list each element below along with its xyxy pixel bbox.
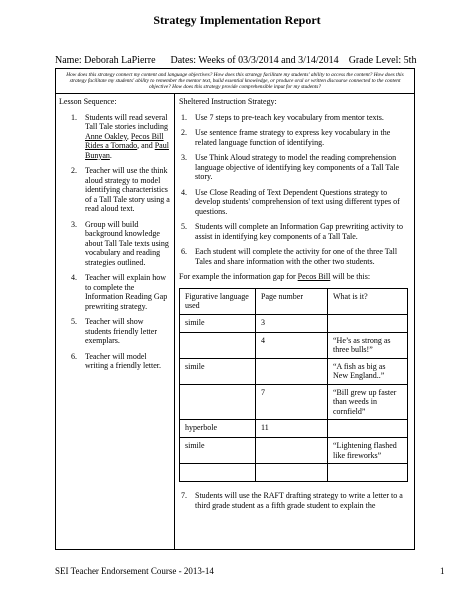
table-row	[180, 384, 408, 420]
table-row	[180, 438, 408, 464]
example-intro	[179, 272, 411, 282]
story-title-paul-bunyan: Paul Bunyan	[85, 141, 169, 160]
strategy-item	[179, 153, 411, 182]
strategy-item-text: Use 7 steps to pre-teach key vocabulary from mentor texts.	[195, 112, 384, 122]
table-row	[180, 332, 408, 358]
table-cell	[256, 438, 328, 464]
page-number: 1	[440, 566, 445, 576]
table-cell	[328, 464, 408, 482]
table-cell	[256, 358, 328, 384]
table-cell	[328, 314, 408, 332]
strategy-item	[179, 188, 411, 217]
lesson-item	[59, 113, 171, 161]
separator: ,	[126, 131, 131, 141]
lesson-sequence-heading: Lesson Sequence:	[59, 97, 117, 106]
table-cell: 11	[256, 420, 328, 438]
name-value: Deborah LaPierre	[84, 55, 156, 66]
lesson-item-number: 5.	[71, 317, 77, 326]
lesson-item-number: 2.	[71, 166, 77, 175]
table-cell: simile	[180, 314, 256, 332]
table-cell	[180, 384, 256, 420]
sheltered-strategy-list	[179, 113, 411, 267]
lesson-item-text: Teacher will model writing a friendly letter.	[85, 351, 161, 370]
table-row	[180, 358, 408, 384]
table-cell: simile	[180, 438, 256, 464]
table-cell: hyperbole	[180, 420, 256, 438]
table-cell	[180, 464, 256, 482]
report-header	[55, 55, 455, 66]
lesson-item-text: Students will read several Tall Tale stories including	[85, 112, 168, 131]
table-header-row	[180, 288, 408, 314]
table-cell: “A fish as big as New England..”	[328, 358, 408, 384]
strategy-item-number: 3.	[181, 153, 187, 162]
name-label: Name:	[55, 55, 82, 66]
strategy-item-text: Use Close Reading of Text Dependent Questions strategy to develop students' comprehension of text using different types of questions.	[195, 187, 400, 216]
table-cell: 3	[256, 314, 328, 332]
lesson-sequence-column	[59, 97, 171, 377]
story-title-pecos-bill: Pecos Bill Rides a Tornado	[85, 131, 164, 150]
strategy-item	[179, 222, 411, 241]
strategy-item-number: 4.	[181, 187, 187, 197]
header-cell: What is it?	[328, 288, 408, 314]
sheltered-strategy-list-continued	[179, 491, 411, 510]
lesson-item-number: 3.	[71, 219, 77, 229]
header-cell: Page number	[256, 288, 328, 314]
table-cell	[180, 332, 256, 358]
sheltered-strategy-heading: Sheltered Instruction Strategy:	[179, 97, 277, 106]
strategy-item-number: 5.	[181, 222, 187, 231]
table-cell	[256, 464, 328, 482]
lesson-item-text: Teacher will use the think aloud strategy to model identifying characteristics of a Tall Tale story using a read aloud text.	[85, 166, 170, 213]
strategy-item-text: Use sentence frame strategy to express key vocabulary in the related language function of identifying.	[195, 128, 391, 147]
lesson-item	[59, 273, 171, 311]
lesson-item-number: 4.	[71, 273, 77, 282]
strategy-item-text: Students will use the RAFT drafting strategy to write a letter to a third grade student as a fifth grade student to explain the	[195, 491, 403, 510]
separator: , and	[137, 141, 155, 150]
lesson-item-text: Group will build background knowledge about Tall Tale texts using vocabulary and reading strategies outlined.	[85, 219, 169, 267]
dates-value: 03/3/2014 and 3/14/2014	[238, 55, 339, 66]
strategy-item	[179, 128, 411, 147]
strategy-item	[179, 247, 411, 266]
grade-label: Grade Level:	[348, 55, 402, 66]
strategy-item	[179, 113, 411, 123]
table-cell: “Bill grew up faster than weeds in cornfield”	[328, 384, 408, 420]
footer-course: SEI Teacher Endorsement Course - 2013-14	[55, 566, 214, 576]
strategy-item	[179, 491, 411, 510]
table-row	[180, 420, 408, 438]
strategy-item-text: Students will complete an Information Gap prewriting activity to assist in identifying key components of a Tall Tale.	[195, 222, 403, 241]
table-row	[180, 314, 408, 332]
example-text-end: will be this:	[330, 272, 371, 281]
strategy-item-number: 1.	[181, 112, 187, 122]
information-gap-table	[179, 288, 408, 483]
column-divider	[174, 94, 175, 549]
example-story-title: Pecos Bill	[297, 272, 331, 281]
sheltered-strategy-column	[179, 97, 411, 516]
punctuation: .	[109, 150, 112, 160]
story-title-anne-oakley: Anne Oakley	[85, 131, 127, 141]
grade-value: 5th	[403, 55, 417, 66]
table-cell: 7	[256, 384, 328, 420]
strategy-item-number: 6.	[181, 247, 187, 256]
table-cell: “Lightening flashed like fireworks”	[328, 438, 408, 464]
header-cell: Figurative language used	[180, 288, 256, 314]
strategy-item-number: 2.	[181, 128, 187, 137]
table-cell: “He’s as strong as three bulls!”	[328, 332, 408, 358]
lesson-item-number: 1.	[71, 112, 77, 122]
lesson-item-text: Teacher will show students friendly letter exemplars.	[85, 317, 157, 345]
example-text: For example the information gap for	[179, 272, 298, 281]
strategy-item-number: 7.	[181, 491, 187, 500]
lesson-item-text: Teacher will explain how to complete the Information Reading Gap prewriting strategy.	[85, 273, 168, 311]
guiding-questions: How does this strategy connect my content and language objectives? How does this strategy facilitate my students' ability to access the content? How does this strategy facilitate my students' ability to remember the mentor text, build essential knowledge, or produce oral or written discourse connected to the content objective? How does this strategy provide comprehensible input for my students?	[56, 69, 414, 94]
strategy-item-text: Use Think Aloud strategy to model the reading comprehension language objective of identifying key components of a Tall Tale story.	[195, 153, 400, 181]
lesson-item	[59, 220, 171, 268]
page-title: Strategy Implementation Report	[153, 13, 321, 27]
table-row	[180, 464, 408, 482]
lesson-item	[59, 352, 171, 371]
table-cell: simile	[180, 358, 256, 384]
lesson-item-number: 6.	[71, 351, 77, 361]
table-cell: 4	[256, 332, 328, 358]
lesson-item	[59, 166, 171, 214]
strategy-table	[55, 68, 415, 550]
strategy-item-text: Each student will complete the activity for one of the three Tall Tales and share information with the other two students.	[195, 247, 398, 266]
lesson-sequence-list	[59, 113, 171, 371]
lesson-item	[59, 317, 171, 346]
dates-label: Dates: Weeks of	[170, 55, 236, 66]
table-cell	[328, 420, 408, 438]
